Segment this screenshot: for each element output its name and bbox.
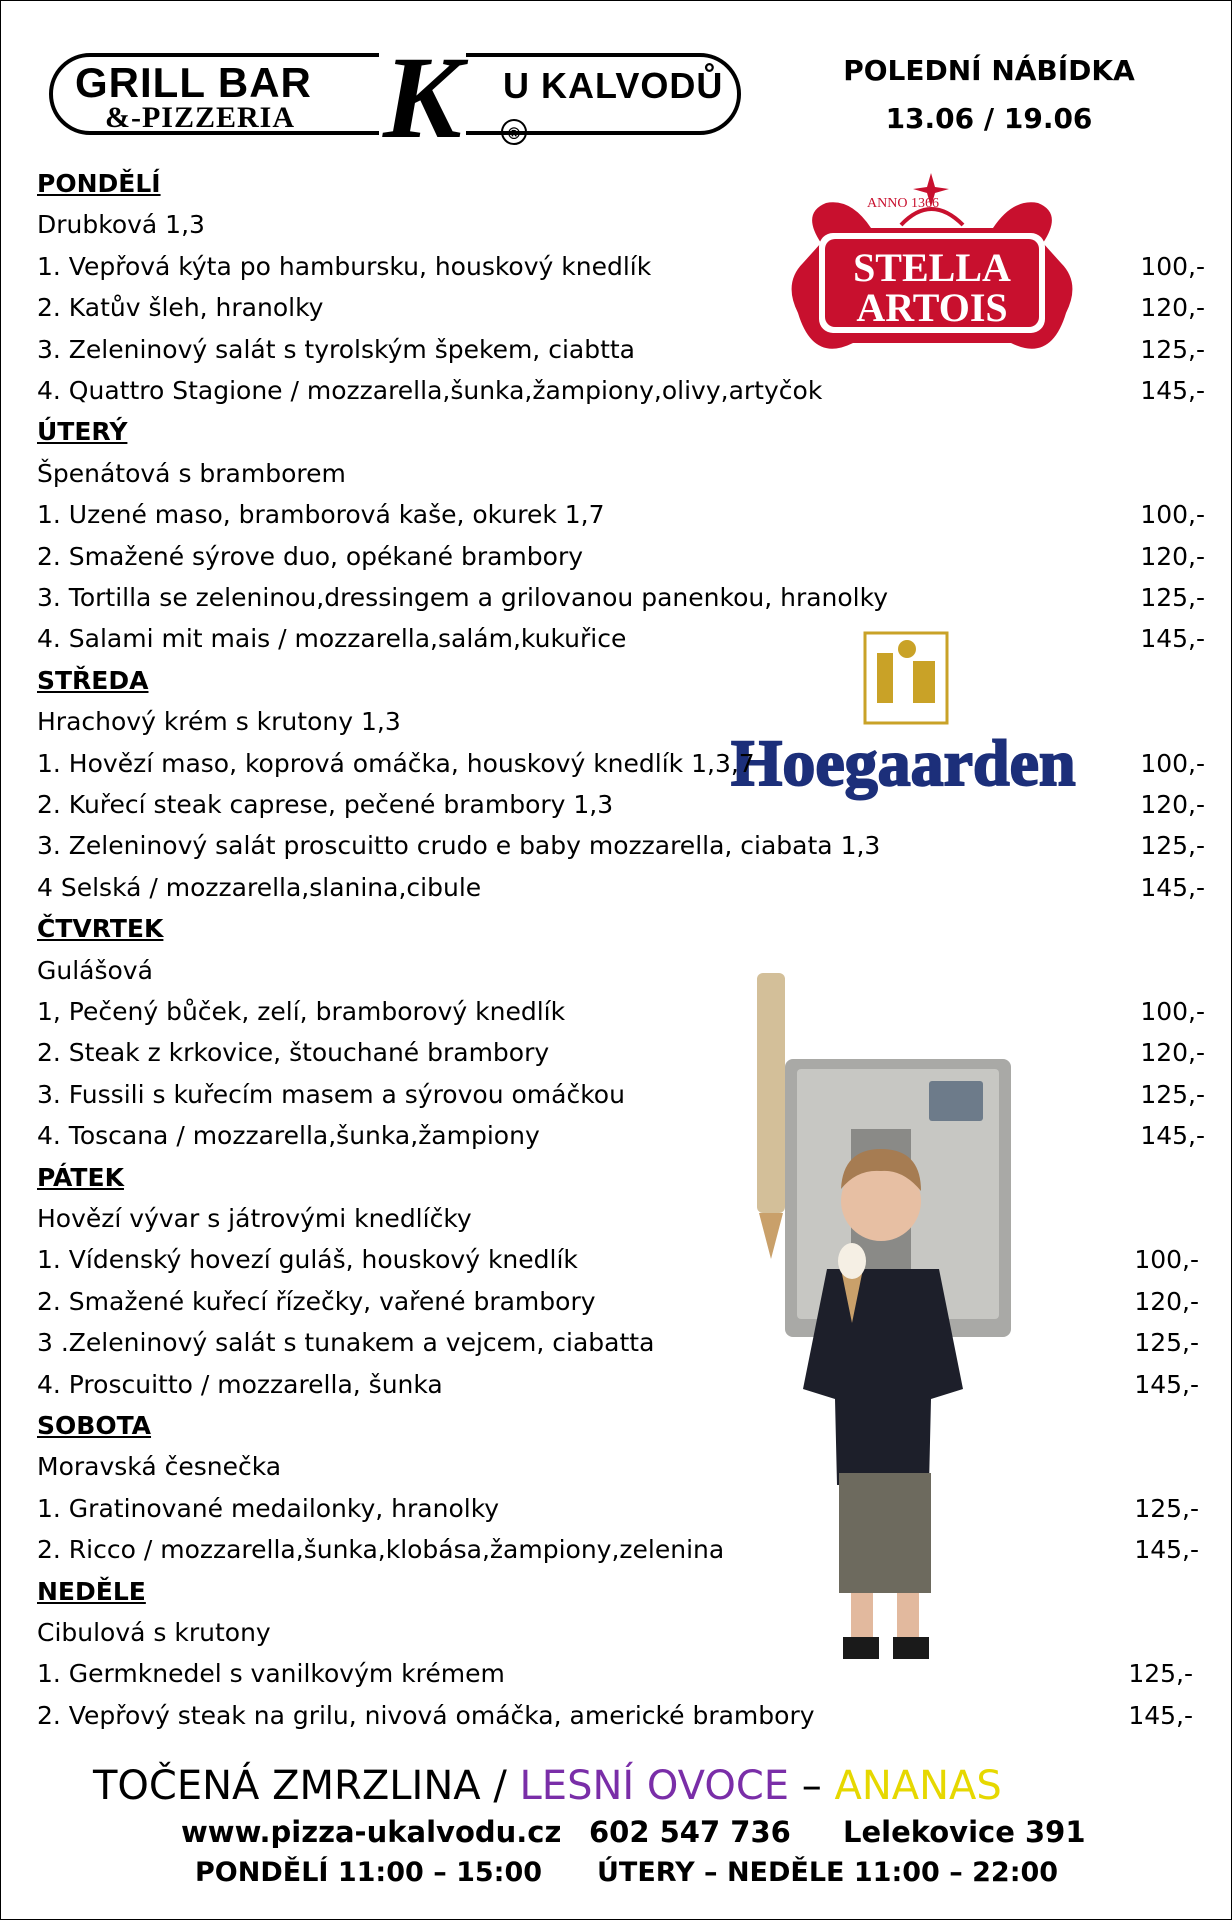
day-heading: NEDĚLE (37, 1576, 146, 1606)
cone-stack (757, 973, 785, 1213)
dish-line: 3. Fussili s kuřecím masem a sýrovou omáčkou (37, 1079, 625, 1109)
logo-pizzeria: &-PIZZERIA (105, 101, 296, 134)
stella-artois-logo (781, 173, 1083, 385)
stella-word-2: ARTOIS (856, 285, 1008, 330)
soup-line: Špenátová s bramborem (37, 458, 346, 488)
dish-price: 100,- (1140, 997, 1205, 1026)
hoeg-emblem-head (898, 640, 916, 658)
dish-price: 125,- (1140, 583, 1205, 612)
hours-tue-sun: ÚTERY – NEDĚLE 11:00 – 22:00 (597, 1857, 1059, 1888)
dish-line: 4 Selská / mozzarella,slanina,cibule (37, 872, 482, 902)
dish-line: 2. Katův šleh, hranolky (37, 293, 324, 323)
dish-price: 125,- (1134, 1493, 1199, 1523)
machine-display (929, 1081, 983, 1121)
dish-line: 2. Smažené sýrove duo, opékané brambory (37, 541, 584, 571)
dish-line: 2. Kuřecí steak caprese, pečené brambory 1,3 (37, 790, 614, 819)
day-heading: ČTVRTEK (37, 914, 164, 944)
dish-price: 100,- (1134, 1245, 1199, 1275)
dish-line: 4. Toscana / mozzarella,šunka,žampiony (37, 1121, 540, 1151)
child-shoe-left (843, 1637, 879, 1659)
hoegaarden-logo (727, 631, 1097, 811)
dish-line: 3. Tortilla se zeleninou,dressingem a grilovanou panenkou, hranolky (37, 583, 889, 612)
day-heading: ÚTERÝ (37, 417, 128, 447)
dish-price: 100,- (1140, 748, 1205, 778)
dish-price: 125,- (1140, 334, 1205, 364)
soup-line: Hovězí vývar s játrovými knedlíčky (37, 1204, 472, 1233)
day-heading: PÁTEK (37, 1162, 124, 1192)
dish-price: 125,- (1128, 1659, 1193, 1689)
dish-line: 3. Zeleninový salát proscuitto crudo e baby mozzarella, ciabata 1,3 (37, 831, 881, 861)
dish-line: 3 .Zeleninový salát s tunakem a vejcem, ciabatta (37, 1328, 655, 1358)
dish-price: 120,- (1134, 1286, 1199, 1316)
dish-price: 145,- (1140, 624, 1205, 654)
dish-line: 1, Pečený bůček, zelí, bramborový knedlík (37, 997, 566, 1026)
dish-line: 4. Quattro Stagione / mozzarella,šunka,žampiony,olivy,artyčok (37, 376, 823, 405)
restaurant-logo (49, 32, 749, 163)
stella-word-1: STELLA (853, 245, 1011, 290)
icecream-banner (93, 1763, 1002, 1809)
dish-price: 145,- (1128, 1700, 1193, 1730)
flavor-forest-fruit: LESNÍ OVOCE (519, 1763, 790, 1809)
dish-line: 4. Salami mit mais / mozzarella,salám,kukuřice (37, 624, 627, 654)
phone-number[interactable]: 602 547 736 (589, 1815, 791, 1849)
dish-line: 4. Proscuitto / mozzarella, šunka (37, 1369, 443, 1399)
dish-price: 145,- (1134, 1535, 1199, 1565)
cone-tip (759, 1213, 783, 1259)
hoeg-emblem-bar-1 (877, 653, 893, 703)
logo-u-kalvodu: U KALVODŮ (503, 65, 724, 106)
offer-header (819, 47, 1159, 143)
soup-line: Moravská česnečka (37, 1452, 282, 1482)
logo-grill-bar: GRILL BAR (75, 59, 312, 106)
hoeg-emblem-bar-2 (913, 661, 935, 703)
dish-price: 120,- (1140, 1038, 1205, 1068)
dish-line: 1. Vídenský hovezí guláš, houskový knedlík (37, 1245, 578, 1275)
dish-line: 2. Steak z krkovice, štouchané brambory (37, 1038, 550, 1068)
dish-line: 2. Ricco / mozzarella,šunka,klobása,žampiony,zelenina (37, 1535, 725, 1565)
offer-dates: 13.06 / 19.06 (885, 102, 1093, 135)
offer-title: POLEDNÍ NÁBÍDKA (843, 54, 1135, 87)
dish-line: 1. Vepřová kýta po hambursku, houskový knedlík (37, 251, 652, 281)
day-heading: STŘEDA (37, 665, 149, 695)
dish-price: 125,- (1134, 1328, 1199, 1358)
child-shoe-right (893, 1637, 929, 1659)
logo-k-monogram: K (379, 39, 466, 157)
dish-line: 2. Smažené kuřecí řízečky, vařené brambory (37, 1286, 596, 1316)
flavor-dash: – (789, 1763, 835, 1809)
child-shorts (839, 1473, 931, 1593)
dish-line: 1. Gratinované medailonky, hranolky (37, 1493, 500, 1523)
child-leg-left (851, 1593, 873, 1641)
soup-line: Hrachový krém s krutony 1,3 (37, 707, 401, 737)
horn-icon (901, 209, 963, 225)
child-leg-right (897, 1593, 919, 1641)
dish-price: 100,- (1140, 500, 1205, 530)
dish-line: 1. Germknedel s vanilkovým krémem (37, 1659, 505, 1689)
dish-line: 2. Vepřový steak na grilu, nivová omáčka, americké brambory (37, 1700, 815, 1730)
day-heading: PONDĚLÍ (37, 169, 161, 198)
dish-price: 100,- (1140, 251, 1205, 281)
dish-price: 120,- (1140, 293, 1205, 323)
soup-line: Cibulová s krutony (37, 1618, 271, 1647)
hours-monday: PONDĚLÍ 11:00 – 15:00 (195, 1857, 543, 1888)
stella-anno: ANNO 1366 (867, 196, 939, 211)
soup-line: Drubková 1,3 (37, 210, 205, 240)
address: Lelekovice 391 (843, 1815, 1086, 1849)
child-shirt (803, 1269, 963, 1485)
dish-price: 120,- (1140, 790, 1205, 819)
held-icecream (838, 1243, 866, 1279)
dish-price: 120,- (1140, 541, 1205, 571)
dish-price: 145,- (1140, 872, 1205, 902)
dish-line: 1. Hovězí maso, koprová omáčka, houskový knedlík 1,3,7 (37, 748, 755, 778)
icecream-photo (753, 969, 1015, 1661)
dish-line: 3. Zeleninový salát s tyrolským špekem, ciabtta (37, 334, 635, 364)
icecream-label: TOČENÁ ZMRZLINA / (93, 1763, 520, 1809)
dish-price: 125,- (1140, 1079, 1205, 1109)
day-heading: SOBOTA (37, 1411, 152, 1440)
dish-price: 145,- (1140, 376, 1205, 405)
registered-mark: ® (501, 119, 527, 145)
dish-price: 125,- (1140, 831, 1205, 861)
dish-price: 145,- (1140, 1121, 1205, 1151)
soup-line: Gulášová (37, 955, 153, 985)
dish-line: 1. Uzené maso, bramborová kaše, okurek 1,7 (37, 500, 605, 530)
dish-price: 145,- (1134, 1369, 1199, 1399)
flavor-pineapple: ANANAS (834, 1763, 1002, 1809)
hoegaarden-wordmark: Hoegaarden (731, 727, 1076, 800)
website-link[interactable]: www.pizza-ukalvodu.cz (181, 1815, 562, 1849)
